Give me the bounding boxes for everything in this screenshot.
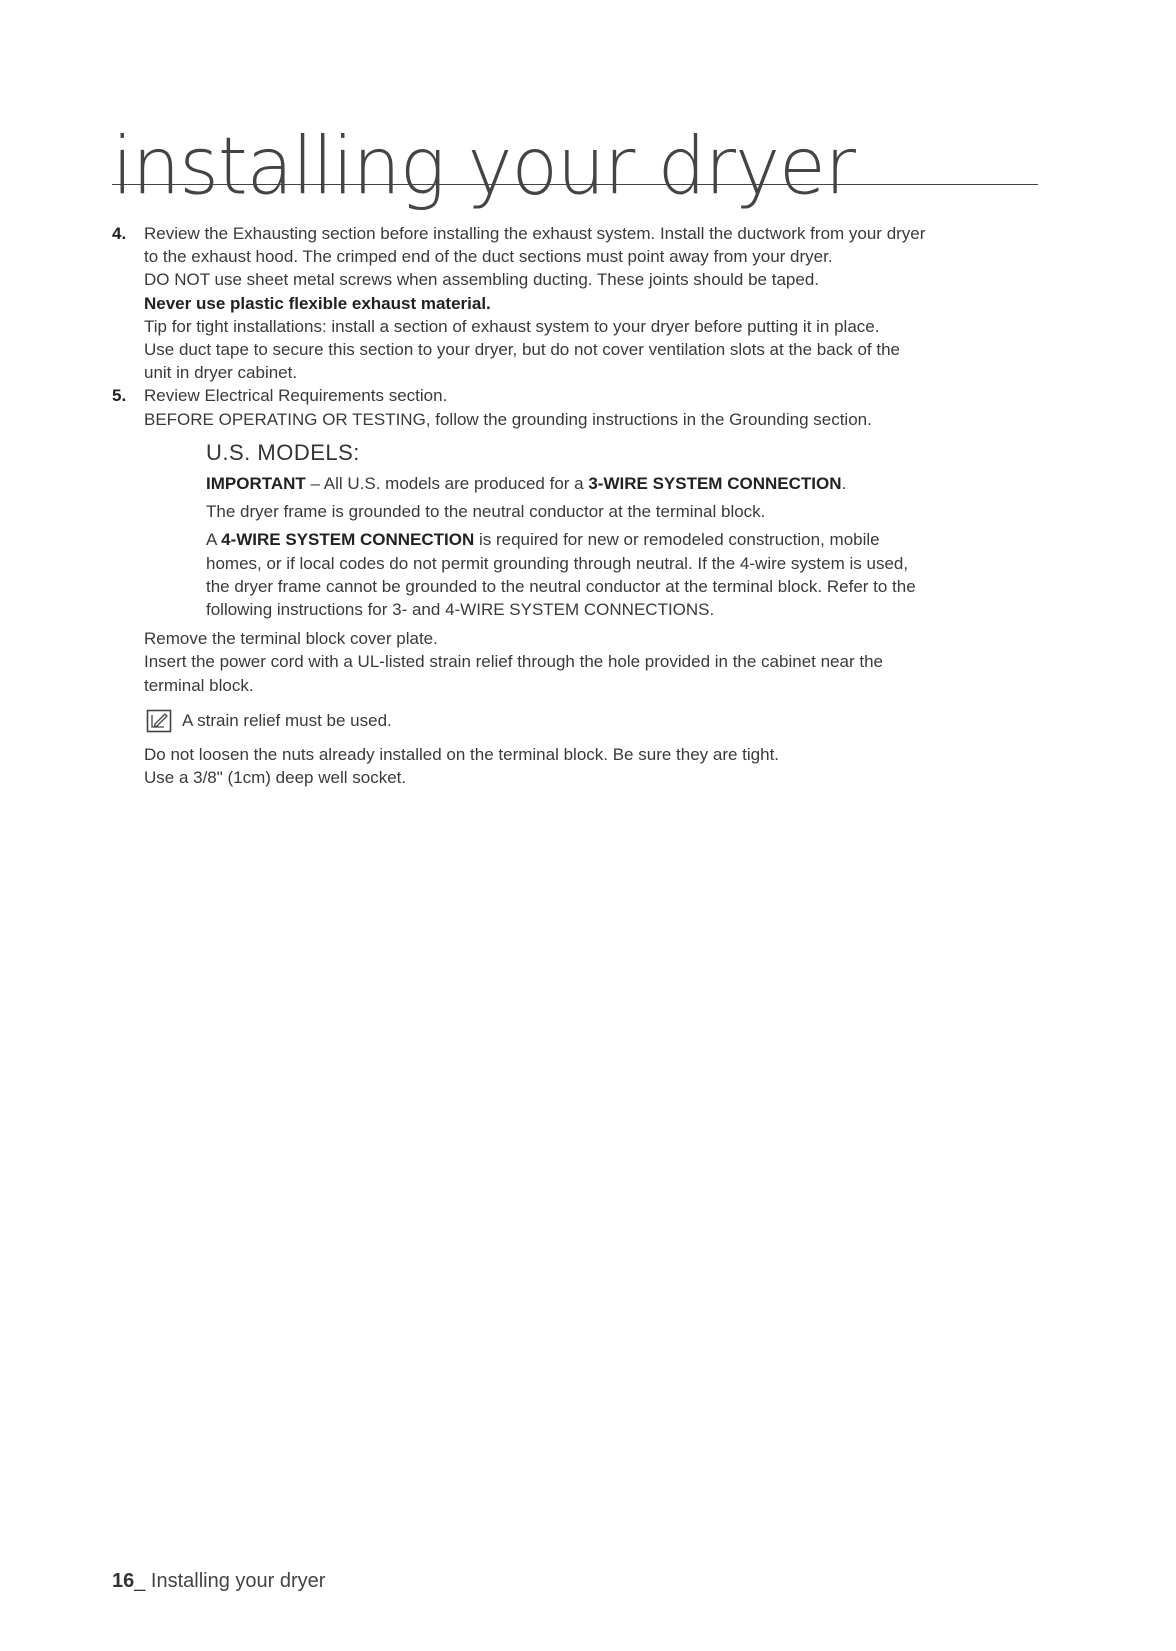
after-line-1: Remove the terminal block cover plate. — [144, 629, 438, 649]
important-label: IMPORTANT — [206, 474, 306, 494]
step-5-line-1: Review Electrical Requirements section. — [144, 386, 448, 406]
note — [146, 709, 1042, 733]
final-instructions — [112, 743, 1042, 789]
four-wire-prefix: A — [206, 530, 222, 550]
step-4-tip-1: Tip for tight installations: install a section of exhaust system to your dryer before putting it in place. — [144, 316, 880, 336]
important-paragraph — [206, 472, 1042, 495]
us-models-section — [206, 441, 1042, 621]
step-number: 5. — [112, 386, 127, 406]
us-models-heading: U.S. MODELS: — [206, 439, 360, 465]
after-line-2: Insert the power cord with a UL-listed strain relief through the hole provided in the cabinet near the — [144, 652, 883, 672]
note-icon — [146, 709, 172, 733]
step-4-line-2: to the exhaust hood. The crimped end of the duct sections must point away from your dryer. — [144, 247, 833, 267]
step-4-warning: Never use plastic flexible exhaust material. — [144, 293, 491, 313]
page-footer — [112, 1570, 325, 1593]
four-wire-line-2: homes, or if local codes do not permit grounding through neutral. If the 4-wire system is used, — [206, 553, 909, 573]
four-wire-line-1: is required for new or remodeled construction, mobile — [474, 530, 880, 550]
step-number: 4. — [112, 224, 127, 243]
four-wire-paragraph — [206, 528, 1042, 621]
final-line-2: Use a 3/8" (1cm) deep well socket. — [144, 768, 407, 788]
footer-section: Installing your dryer — [145, 1570, 326, 1592]
note-text: A strain relief must be used. — [182, 711, 392, 731]
frame-paragraph: The dryer frame is grounded to the neutral conductor at the terminal block. — [206, 502, 766, 522]
title-rule — [112, 104, 1038, 213]
step-4 — [112, 222, 1042, 384]
four-wire-label: 4-WIRE SYSTEM CONNECTION — [221, 530, 475, 550]
step-4-line-1: Review the Exhausting section before installing the exhaust system. Install the ductwork from your dryer — [144, 224, 926, 243]
step-4-tip-3: unit in dryer cabinet. — [144, 363, 298, 383]
step-5 — [112, 384, 1042, 430]
terminal-instructions — [112, 627, 1042, 697]
four-wire-line-3: the dryer frame cannot be grounded to the neutral conductor at the terminal block. Refer to the — [206, 576, 916, 596]
four-wire-line-4: following instructions for 3- and 4-WIRE SYSTEM CONNECTIONS. — [206, 600, 715, 620]
page-number: 16 — [112, 1570, 135, 1592]
footer-separator: _ — [134, 1570, 146, 1592]
after-line-3: terminal block. — [144, 675, 254, 695]
final-line-1: Do not loosen the nuts already installed on the terminal block. Be sure they are tight. — [144, 744, 780, 764]
page-content — [112, 222, 1042, 789]
important-text: – All U.S. models are produced for a — [305, 474, 589, 494]
step-4-tip-2: Use duct tape to secure this section to your dryer, but do not cover ventilation slots at the back of the — [144, 340, 900, 360]
three-wire-label: 3-WIRE SYSTEM CONNECTION — [588, 474, 842, 494]
step-5-line-2: BEFORE OPERATING OR TESTING, follow the grounding instructions in the Grounding section. — [144, 409, 872, 429]
step-4-line-3: DO NOT use sheet metal screws when assembling ducting. These joints should be taped. — [144, 270, 820, 290]
page-title: installing your dryer — [112, 118, 856, 213]
important-end: . — [841, 474, 847, 494]
